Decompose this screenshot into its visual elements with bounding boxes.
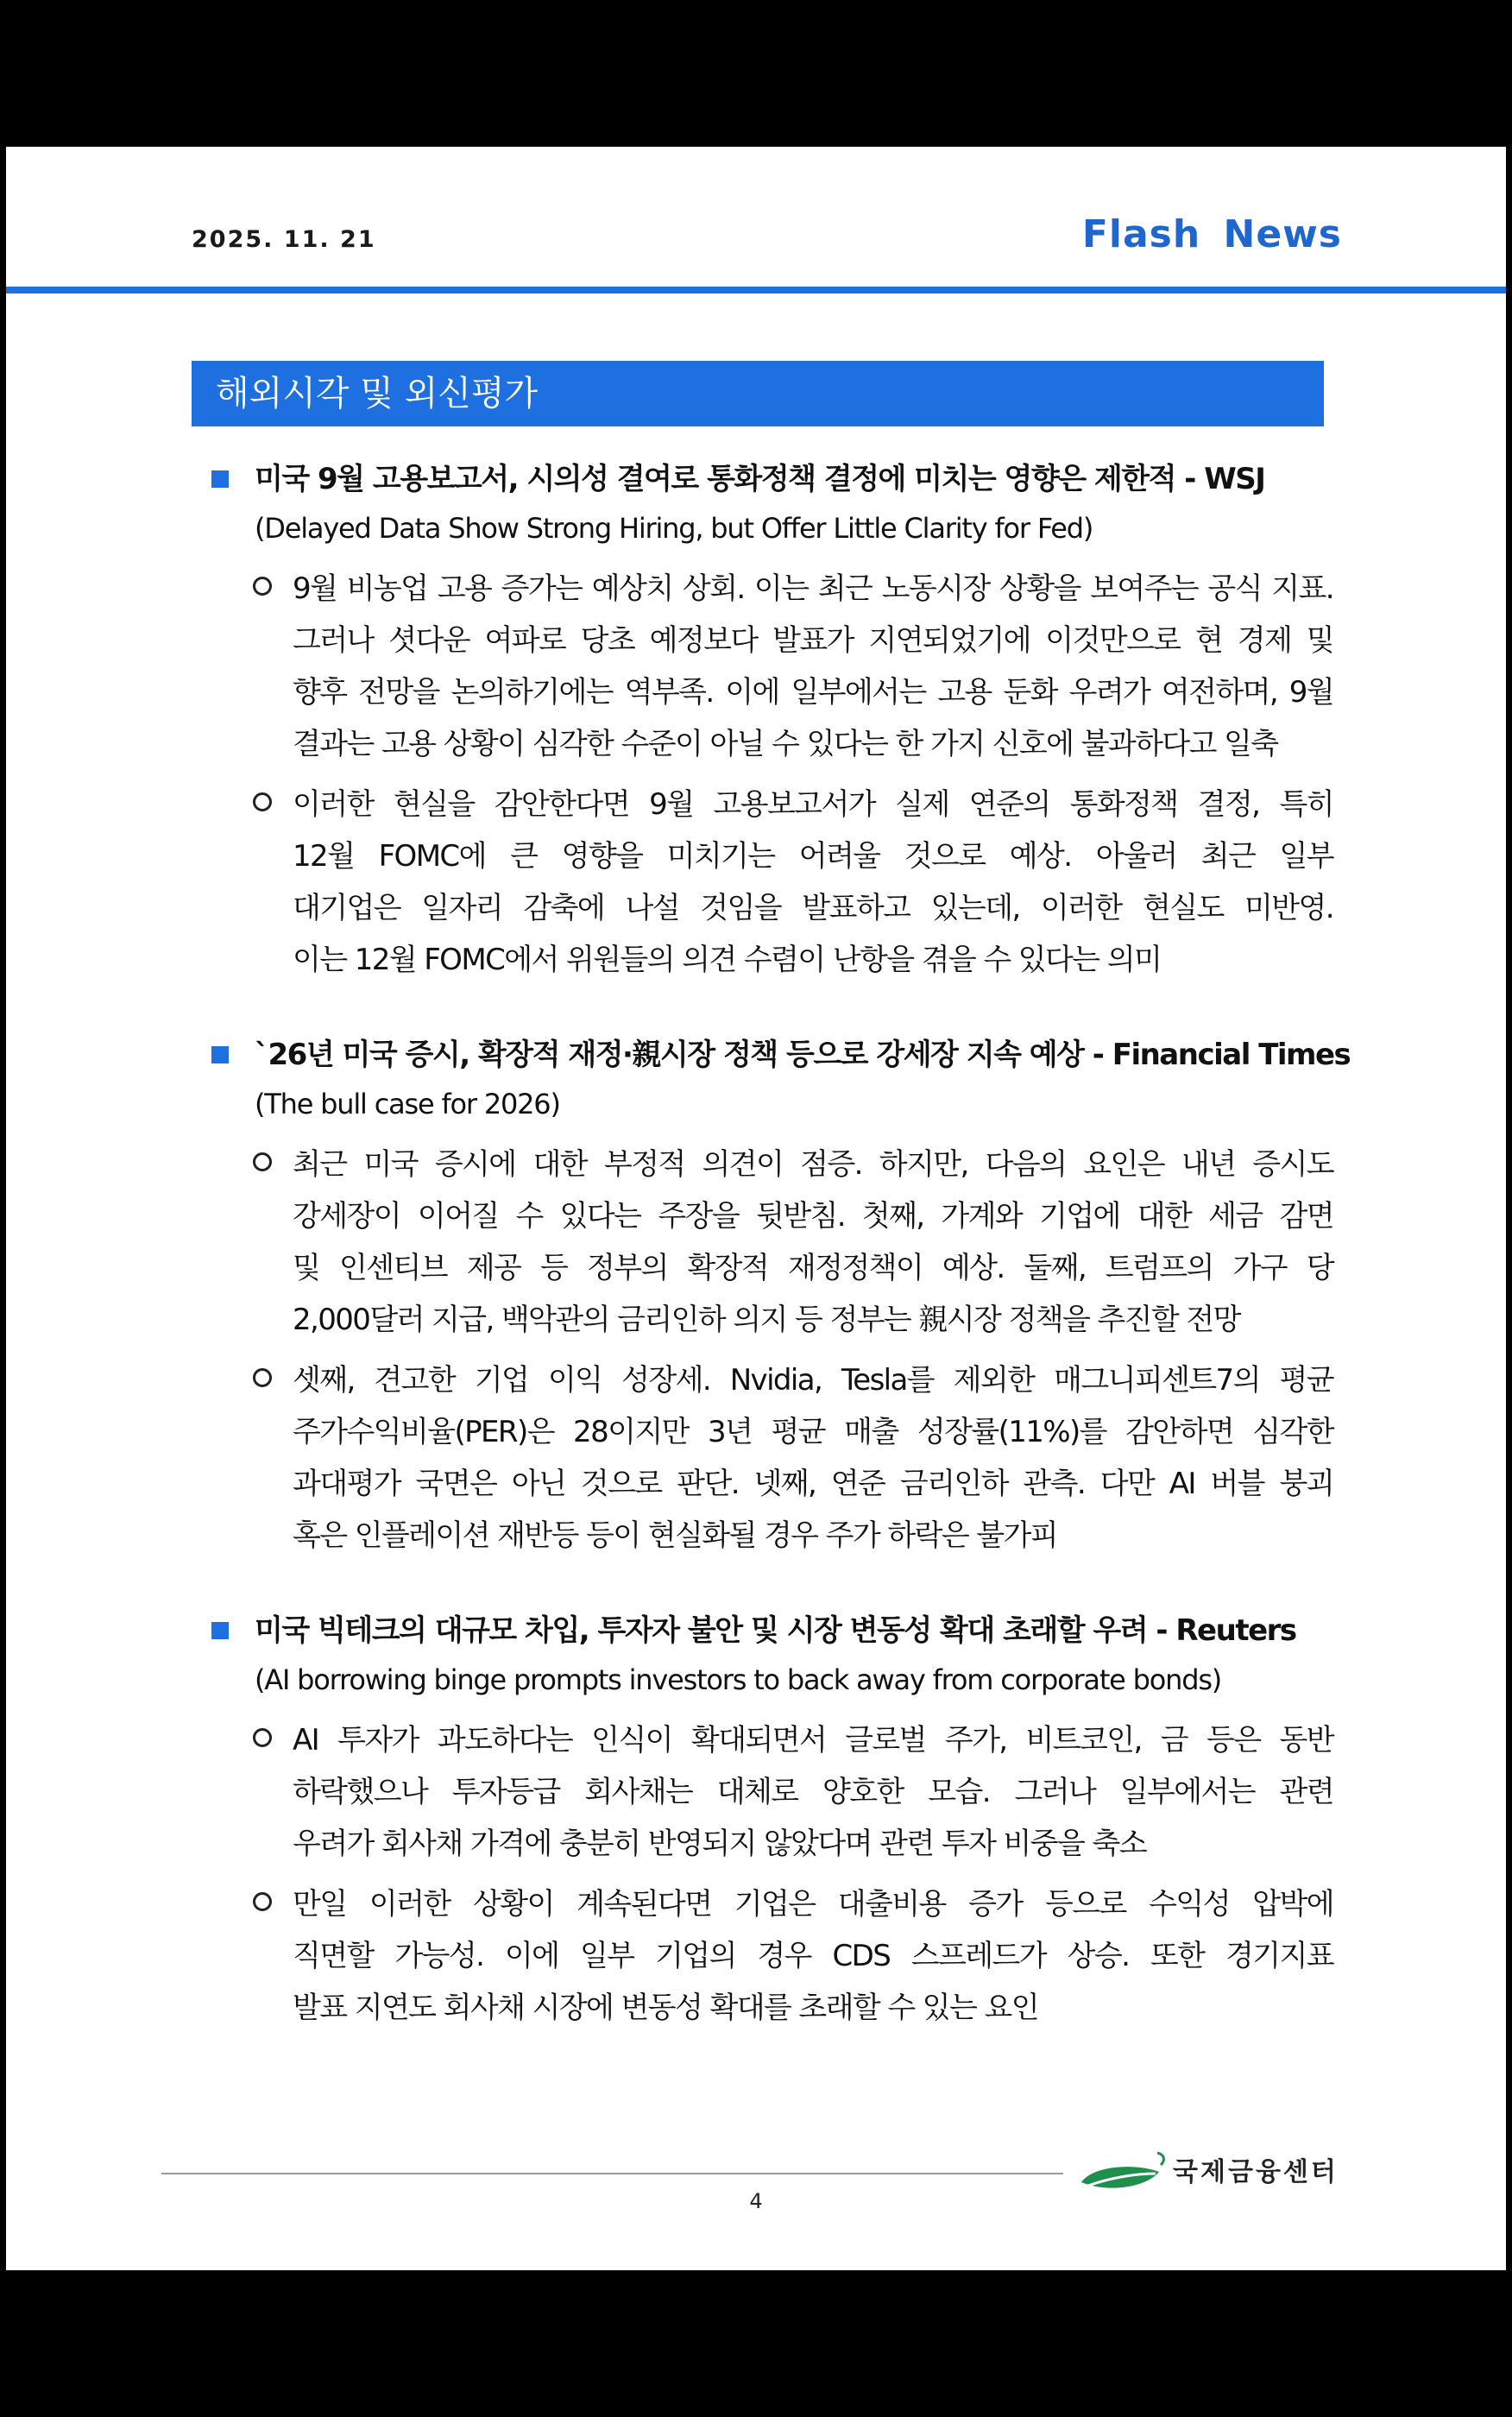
- article-headline: [203, 1032, 1351, 1078]
- bullet-item: [203, 1714, 1333, 1870]
- bullet-item: [203, 1878, 1333, 2034]
- bullet-line: 만일 이러한 상황이 계속된다면 기업은 대출비용 증가 등으로 수익성 압박에: [293, 1887, 1333, 1922]
- square-bullet-icon: [211, 470, 229, 488]
- article-subtitle: (The bull case for 2026): [255, 1088, 560, 1120]
- bullet-line: 결과는 고용 상황이 심각한 수준이 아닐 수 있다는 한 가지 신호에 불과하다고 일축: [293, 727, 1278, 761]
- bullet-line: 최근 미국 증시에 대한 부정적 의견이 점증. 하지만, 다음의 요인은 내년 증시도: [293, 1147, 1333, 1182]
- bullet-item: [203, 779, 1333, 986]
- article-headline: [203, 1607, 1333, 1654]
- bullet-line: 9월 비농업 고용 증가는 예상치 상회. 이는 최근 노동시장 상황을 보여주는 공식 지표.: [293, 571, 1333, 606]
- bullet-line: 강세장이 이어질 수 있다는 주장을 뒷받침. 첫째, 가계와 기업에 대한 세금 감면: [293, 1199, 1333, 1234]
- bullet-line: 12월 FOMC에 큰 영향을 미치기는 어려울 것으로 예상. 아울러 최근 일부: [293, 839, 1333, 874]
- article-subtitle: (Delayed Data Show Strong Hiring, but Offer Little Clarity for Fed): [255, 512, 1093, 545]
- headline-text: `26년 미국 증시, 확장적 재정·親시장 정책 등으로 강세장 지속 예상 - Financial Times: [255, 1038, 1351, 1072]
- circle-bullet-icon: [253, 1152, 272, 1171]
- bullet-line: 이러한 현실을 감안한다면 9월 고용보고서가 실제 연준의 통화정책 결정, 특히: [293, 787, 1333, 822]
- bullet-line: 주가수익비율(PER)은 28이지만 3년 평균 매출 성장률(11%)를 감안하면 심각한: [293, 1415, 1333, 1449]
- headline-text: 미국 9월 고용보고서, 시의성 결여로 통화정책 결정에 미치는 영향은 제한적 - WSJ: [255, 462, 1265, 496]
- page-number: 4: [749, 2189, 763, 2213]
- footer-divider: [161, 2173, 1063, 2174]
- bullet-line: 향후 전망을 논의하기에는 역부족. 이에 일부에서는 고용 둔화 우려가 여전하며, 9월: [293, 675, 1333, 710]
- section-title: 해외시각 및 외신평가: [192, 361, 1324, 426]
- report-date: 2025. 11. 21: [192, 226, 376, 253]
- report-brand: Flash News: [1081, 212, 1342, 256]
- article-1: [203, 456, 1333, 986]
- bullet-line: 2,000달러 지급, 백악관의 금리인하 의지 등 정부는 親시장 정책을 추진할 전망: [293, 1303, 1240, 1337]
- bullet-item: [203, 1139, 1333, 1346]
- bullet-line: 대기업은 일자리 감축에 나설 것임을 발표하고 있는데, 이러한 현실도 미반영.: [293, 891, 1333, 925]
- header-divider: [6, 287, 1506, 293]
- square-bullet-icon: [211, 1046, 229, 1063]
- bullet-line: 혹은 인플레이션 재반등 등이 현실화될 경우 주가 하락은 불가피: [293, 1518, 1058, 1553]
- footer-organization: 국제금융센터: [1173, 2157, 1339, 2187]
- bullet-line: 그러나 셧다운 여파로 당초 예정보다 발표가 지연되었기에 이것만으로 현 경제 및: [293, 623, 1333, 658]
- headline-text: 미국 빅테크의 대규모 차입, 투자자 불안 및 시장 변동성 확대 초래할 우려 - Reuters: [255, 1613, 1296, 1648]
- article-subtitle: (AI borrowing binge prompts investors to back away from corporate bonds): [255, 1663, 1222, 1696]
- bullet-item: [203, 563, 1333, 770]
- bullet-line: 과대평가 국면은 아닌 것으로 판단. 넷째, 연준 금리인하 관측. 다만 AI 버블 붕괴: [293, 1467, 1333, 1501]
- square-bullet-icon: [211, 1622, 229, 1639]
- article-2: [203, 1032, 1351, 1562]
- circle-bullet-icon: [253, 1728, 272, 1747]
- bullet-item: [203, 1354, 1333, 1562]
- circle-bullet-icon: [253, 1892, 272, 1911]
- bullet-line: 직면할 가능성. 이에 일부 기업의 경우 CDS 스프레드가 상승. 또한 경기지표: [293, 1939, 1333, 1973]
- bullet-line: 하락했으나 투자등급 회사채는 대체로 양호한 모습. 그러나 일부에서는 관련: [293, 1775, 1333, 1809]
- document-page: [6, 147, 1506, 2270]
- article-headline: [203, 456, 1333, 502]
- article-3: [203, 1607, 1333, 2034]
- circle-bullet-icon: [253, 792, 272, 811]
- circle-bullet-icon: [253, 1368, 272, 1387]
- bullet-line: AI 투자가 과도하다는 인식이 확대되면서 글로벌 주가, 비트코인, 금 등은 동반: [293, 1723, 1333, 1758]
- bullet-line: 및 인센티브 제공 등 정부의 확장적 재정정책이 예상. 둘째, 트럼프의 가구 당: [293, 1251, 1333, 1285]
- bullet-line: 셋째, 견고한 기업 이익 성장세. Nvidia, Tesla를 제외한 매그니피센트7의 평균: [293, 1363, 1333, 1398]
- bullet-line: 우려가 회사채 가격에 충분히 반영되지 않았다며 관련 투자 비중을 축소: [293, 1827, 1146, 1861]
- bullet-line: 발표 지연도 회사채 시장에 변동성 확대를 초래할 수 있는 요인: [293, 1991, 1038, 2025]
- circle-bullet-icon: [253, 577, 272, 596]
- bullet-line: 이는 12월 FOMC에서 위원들의 의견 수렴이 난항을 겪을 수 있다는 의미: [293, 943, 1162, 977]
